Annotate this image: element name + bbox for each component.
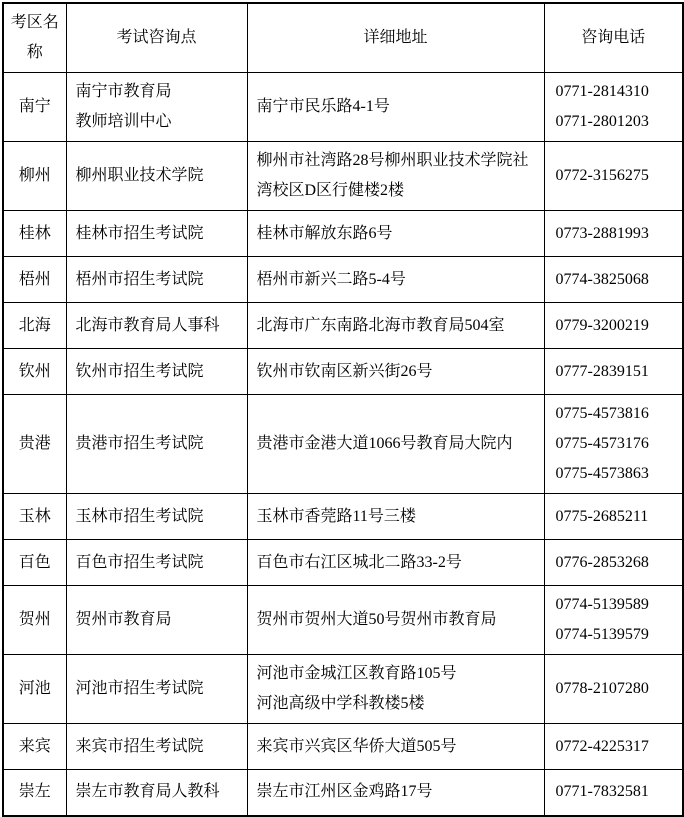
region-cell xyxy=(3,211,66,257)
point-cell-line: 教师培训中心 xyxy=(75,113,172,130)
table-row xyxy=(3,73,683,142)
region-cell xyxy=(3,494,66,540)
header-region: 考区名称 xyxy=(3,3,66,73)
region-cell xyxy=(3,395,66,494)
phone-cell-line: 0779-3200219 xyxy=(555,316,649,334)
phone-cell xyxy=(544,73,683,142)
table-row xyxy=(3,142,683,211)
address-cell xyxy=(247,540,544,586)
phone-cell xyxy=(544,724,683,770)
address-cell xyxy=(247,724,544,770)
point-cell xyxy=(66,655,247,724)
header-address: 详细地址 xyxy=(247,3,544,73)
point-cell-line: 梧州市招生考试院 xyxy=(75,270,204,288)
phone-cell-line: 0775-2685211 xyxy=(555,507,649,525)
region-cell-line: 柳州 xyxy=(18,167,51,184)
address-cell-line: 贺州市贺州大道50号贺州市教育局 xyxy=(256,611,497,628)
phone-cell-line: 0776-2853268 xyxy=(555,553,649,571)
header-phone: 咨询电话 xyxy=(544,3,683,73)
phone-cell xyxy=(544,395,683,494)
region-cell xyxy=(3,586,66,655)
table-row xyxy=(3,257,683,303)
table-row xyxy=(3,540,683,586)
phone-cell xyxy=(544,770,683,816)
phone-cell xyxy=(544,540,683,586)
address-cell-line: 河池市金城江区教育路105号 xyxy=(256,665,457,682)
phone-cell-line: 0771-2801203 xyxy=(555,113,649,130)
point-cell-line: 柳州职业技术学院 xyxy=(75,167,204,184)
address-cell-line: 钦州市钦南区新兴街26号 xyxy=(256,362,433,380)
address-cell xyxy=(247,655,544,724)
region-cell-line: 钦州 xyxy=(18,362,51,380)
address-cell-line: 河池高级中学科教楼5楼 xyxy=(256,695,425,712)
phone-cell-line: 0775-4573176 xyxy=(555,435,649,452)
phone-cell-line: 0774-3825068 xyxy=(555,270,649,288)
phone-cell-line: 0772-3156275 xyxy=(555,167,649,184)
address-cell xyxy=(247,770,544,816)
table-row xyxy=(3,770,683,816)
phone-cell-line: 0774-5139589 xyxy=(555,596,649,613)
address-cell xyxy=(247,586,544,655)
point-cell-line: 南宁市教育局 xyxy=(75,83,172,100)
phone-cell xyxy=(544,257,683,303)
table-row xyxy=(3,211,683,257)
address-cell xyxy=(247,395,544,494)
table-body xyxy=(3,73,683,816)
point-cell-line: 桂林市招生考试院 xyxy=(75,224,204,242)
address-cell-line: 南宁市民乐路4-1号 xyxy=(256,98,390,115)
region-cell xyxy=(3,540,66,586)
phone-cell-line: 0775-4573816 xyxy=(555,405,649,422)
point-cell-line: 河池市招生考试院 xyxy=(75,680,204,697)
address-cell-line: 崇左市江州区金鸡路17号 xyxy=(256,783,433,801)
point-cell-line: 百色市招生考试院 xyxy=(75,553,204,571)
region-cell-line: 南宁 xyxy=(18,98,51,115)
address-cell-line: 贵港市金港大道1066号教育局大院内 xyxy=(256,435,513,452)
phone-cell xyxy=(544,586,683,655)
region-cell xyxy=(3,73,66,142)
address-cell-line: 北海市广东南路北海市教育局504室 xyxy=(256,316,505,334)
address-cell xyxy=(247,257,544,303)
phone-cell xyxy=(544,303,683,349)
region-cell-line: 梧州 xyxy=(18,270,51,288)
region-cell-line: 百色 xyxy=(18,553,51,571)
phone-cell-line: 0771-2814310 xyxy=(555,83,649,100)
region-cell-line: 来宾 xyxy=(18,737,51,755)
table-row xyxy=(3,724,683,770)
table-row xyxy=(3,395,683,494)
phone-cell xyxy=(544,349,683,395)
region-cell-line: 贺州 xyxy=(18,611,51,628)
address-cell-line: 梧州市新兴二路5-4号 xyxy=(256,270,406,288)
phone-cell xyxy=(544,655,683,724)
point-cell xyxy=(66,395,247,494)
address-cell-line: 桂林市解放东路6号 xyxy=(256,224,393,242)
point-cell-line: 贵港市招生考试院 xyxy=(75,435,204,452)
region-cell-line: 玉林 xyxy=(18,507,51,525)
table-row xyxy=(3,655,683,724)
phone-cell-line: 0773-2881993 xyxy=(555,224,649,242)
region-cell-line: 崇左 xyxy=(18,783,51,801)
address-cell-line: 柳州市社湾路28号柳州职业技术学院社湾校区D区行健楼2楼 xyxy=(256,152,529,199)
point-cell-line: 钦州市招生考试院 xyxy=(75,362,204,380)
header-row xyxy=(3,3,683,73)
phone-cell-line: 0774-5139579 xyxy=(555,626,649,643)
point-cell-line: 贺州市教育局 xyxy=(75,611,172,628)
phone-cell-line: 0778-2107280 xyxy=(555,680,649,697)
table-row xyxy=(3,349,683,395)
phone-cell-line: 0772-4225317 xyxy=(555,737,649,755)
address-cell xyxy=(247,494,544,540)
point-cell-line: 北海市教育局人事科 xyxy=(75,316,220,334)
address-cell xyxy=(247,349,544,395)
point-cell xyxy=(66,73,247,142)
phone-cell xyxy=(544,211,683,257)
table-row xyxy=(3,586,683,655)
region-cell xyxy=(3,724,66,770)
region-cell-line: 桂林 xyxy=(18,224,51,242)
point-cell xyxy=(66,349,247,395)
address-cell xyxy=(247,142,544,211)
point-cell xyxy=(66,303,247,349)
table-row xyxy=(3,494,683,540)
point-cell xyxy=(66,142,247,211)
point-cell-line: 崇左市教育局人教科 xyxy=(75,783,220,801)
point-cell-line: 来宾市招生考试院 xyxy=(75,737,204,755)
address-cell-line: 百色市右江区城北二路33-2号 xyxy=(256,553,462,571)
point-cell xyxy=(66,586,247,655)
address-cell xyxy=(247,303,544,349)
region-cell-line: 河池 xyxy=(18,680,51,697)
point-cell xyxy=(66,494,247,540)
point-cell-line: 玉林市招生考试院 xyxy=(75,507,204,525)
phone-cell xyxy=(544,142,683,211)
region-cell xyxy=(3,770,66,816)
phone-cell-line: 0771-7832581 xyxy=(555,783,649,801)
region-cell xyxy=(3,257,66,303)
region-cell-line: 北海 xyxy=(18,316,51,334)
region-cell xyxy=(3,349,66,395)
phone-cell-line: 0777-2839151 xyxy=(555,362,649,380)
region-cell xyxy=(3,303,66,349)
region-cell-line: 贵港 xyxy=(18,435,51,452)
phone-cell-line: 0775-4573863 xyxy=(555,465,649,482)
point-cell xyxy=(66,724,247,770)
address-cell xyxy=(247,73,544,142)
address-cell-line: 来宾市兴宾区华侨大道505号 xyxy=(256,737,457,755)
region-cell xyxy=(3,142,66,211)
region-cell xyxy=(3,655,66,724)
point-cell xyxy=(66,257,247,303)
point-cell xyxy=(66,770,247,816)
point-cell xyxy=(66,211,247,257)
address-cell xyxy=(247,211,544,257)
address-cell-line: 玉林市香莞路11号三楼 xyxy=(256,507,416,525)
phone-cell xyxy=(544,494,683,540)
point-cell xyxy=(66,540,247,586)
table-row xyxy=(3,303,683,349)
consultation-table xyxy=(2,2,684,817)
header-point: 考试咨询点 xyxy=(66,3,247,73)
